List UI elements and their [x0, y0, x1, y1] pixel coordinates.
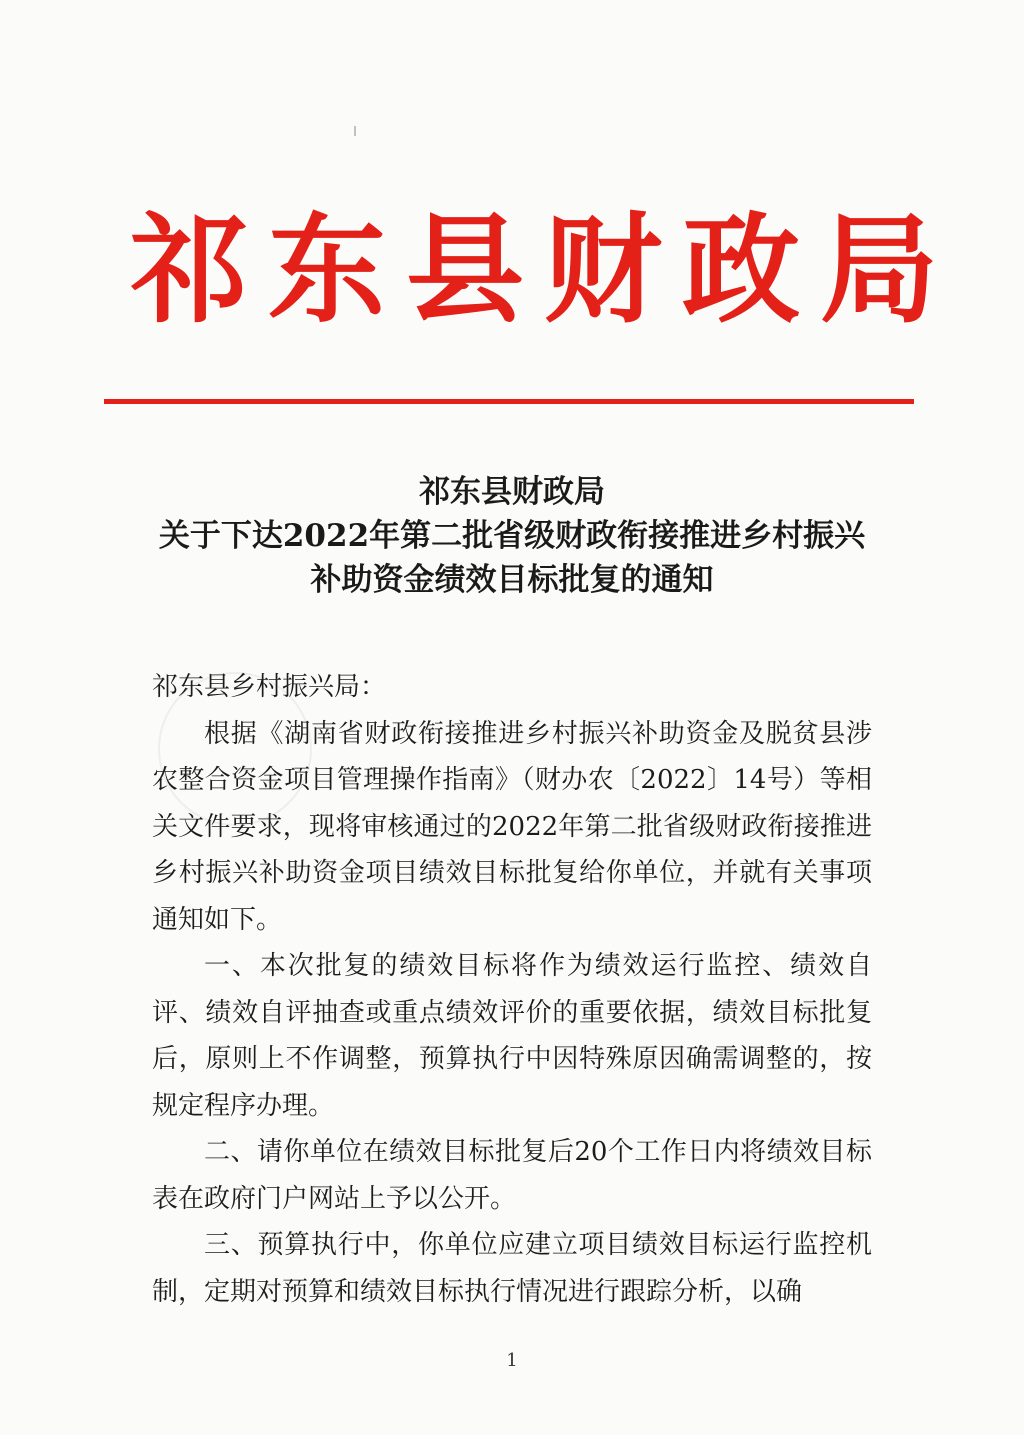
- red-divider-line: [104, 399, 914, 404]
- paragraph-basis: 根据《湖南省财政衔接推进乡村振兴补助资金及脱贫县涉农整合资金项目管理操作指南》（财办农〔2022〕14号）等相关文件要求，现将审核通过的2022年第二批省级财政衔接推进乡村振兴补助资金项目绩效目标批复给你单位，并就有关事项通知如下。: [152, 718, 872, 935]
- title-line-subject: 关于下达2022年第二批省级财政衔接推进乡村振兴: [158, 518, 866, 554]
- masthead-title: 祁东县财政局: [130, 200, 959, 339]
- page-number: 1: [506, 1350, 518, 1371]
- document-title: [120, 470, 904, 602]
- document-body: [152, 664, 872, 1315]
- binding-mark: [354, 126, 356, 136]
- paragraph-item-1: 一、本次批复的绩效目标将作为绩效运行监控、绩效自评、绩效自评抽查或重点绩效评价的重要依据，绩效目标批复后，原则上不作调整，预算执行中因特殊原因确需调整的，按规定程序办理。: [152, 951, 872, 1121]
- paragraph-item-2: 二、请你单位在绩效目标批复后20个工作日内将绩效目标表在政府门户网站上予以公开。: [152, 1137, 872, 1214]
- salutation: 祁东县乡村振兴局：: [152, 672, 387, 702]
- paragraph-item-3: 三、预算执行中，你单位应建立项目绩效目标运行监控机制，定期对预算和绩效目标执行情况进行跟踪分析，以确: [152, 1230, 872, 1307]
- title-line-subject-cont: 补助资金绩效目标批复的通知: [310, 562, 714, 598]
- title-line-issuer: 祁东县财政局: [419, 474, 605, 510]
